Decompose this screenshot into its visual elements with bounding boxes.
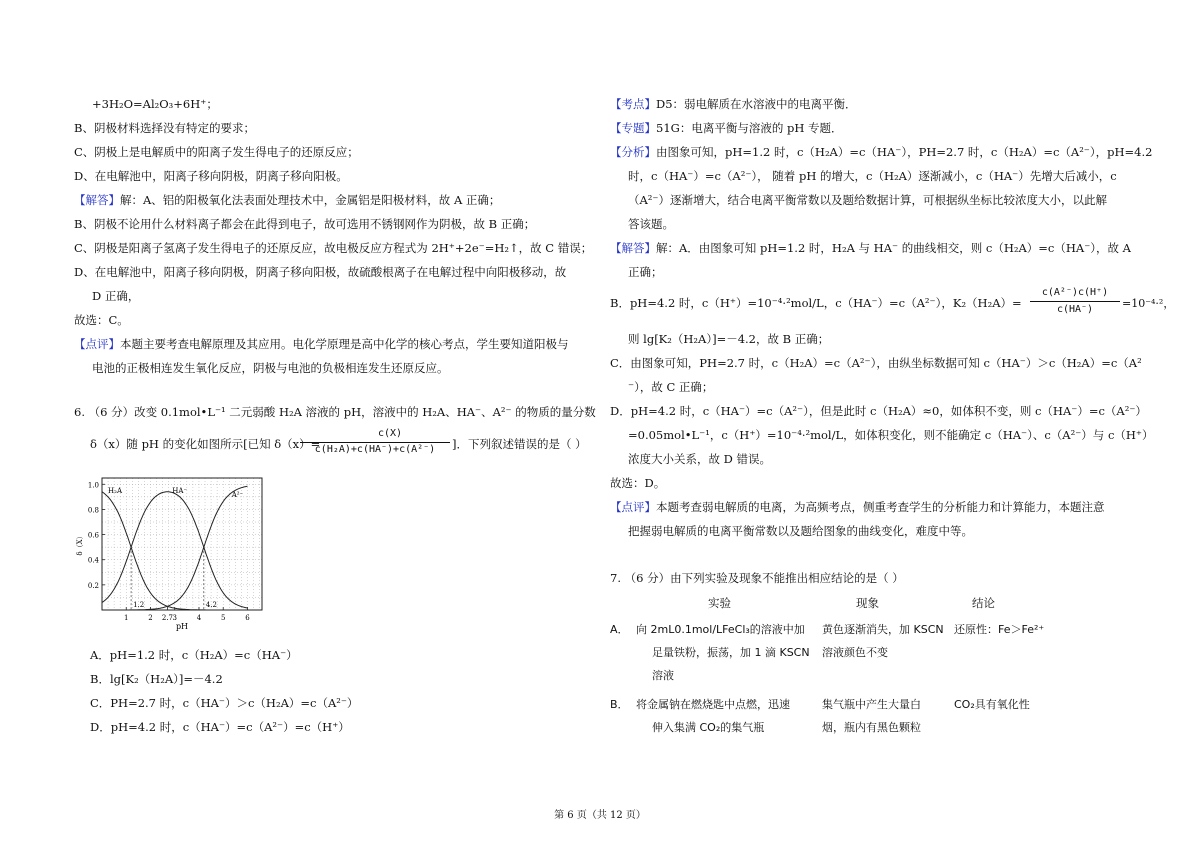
table-header-experiment: 实验: [708, 596, 731, 610]
row-a-phe-1: 黄色逐渐消失，加 KSCN: [822, 623, 944, 636]
row-b-exp-2: 伸入集满 CO₂的集气瓶: [652, 721, 765, 734]
answer-d-line: D、在电解池中，阳离子移向阴极，阴离子移向阳极，故硫酸根离子在电解过程中向阳极移动，故: [74, 265, 567, 279]
question-6-stem: 6. （6 分）改变 0.1mol•L⁻¹ 二元弱酸 H₂A 溶液的 pH，溶液中的 H₂A、HA⁻、A²⁻ 的物质的量分数: [74, 405, 596, 419]
option-d-line: D、在电解池中，阳离子移向阴极，阴离子移向阳极。: [74, 169, 348, 183]
fraction-denominator: c(H₂A)+c(HA⁻)+c(A²⁻): [314, 444, 436, 455]
question-6-def-suffix: ]．下列叙述错误的是（ ）: [452, 437, 587, 451]
question-7-stem: 7. （6 分）由下列实验及现象不能推出相应结论的是（ ）: [610, 571, 904, 585]
x-tick-label: 6: [245, 614, 250, 622]
fraction-bar: [300, 442, 450, 443]
fenxi-tag: 【分析】: [610, 145, 656, 159]
kaodian-line: [610, 97, 857, 112]
x-tick-label: 4: [196, 614, 202, 622]
jieda-tag-right: 【解答】: [610, 241, 656, 255]
row-a-conclusion: 还原性：Fe＞Fe²⁺: [954, 623, 1045, 636]
x-tick-label: 3: [172, 614, 177, 622]
fenxi-line: [610, 145, 1152, 160]
answer-c-cont: ⁻），故 C 正确；: [628, 380, 714, 394]
row-b-phe-2: 烟，瓶内有黑色颗粒: [822, 721, 921, 734]
answer-b-right: B．pH=4.2 时，c（H⁺）=10⁻⁴·²mol/L，c（HA⁻）=c（A²⁻），K₂（H₂A）=: [610, 296, 1022, 310]
option-b: B．lg[K₂（H₂A）]=－4.2: [90, 672, 223, 686]
answer-d-cont-2: 浓度大小关系，故 D 错误。: [628, 452, 772, 466]
dianping-tag-right: 【点评】: [610, 500, 656, 514]
row-a-exp-2: 足量铁粉，振荡，加 1 滴 KSCN: [652, 646, 810, 659]
jieda-line: [610, 241, 1131, 256]
annotation-1-2: 1.2: [133, 601, 145, 609]
zhuanti-line: [610, 121, 843, 136]
k2-result: =10⁻⁴·²，: [1122, 297, 1175, 310]
choice-right: 故选：D。: [610, 476, 666, 490]
option-b-line: B、阴极材料选择没有特定的要求；: [74, 121, 255, 135]
answer-c-line: C、阴极是阳离子氢离子发生得电子的还原反应，故电极反应方程式为 2H⁺+2e⁻=H₂↑，故 C 错误；: [74, 241, 593, 255]
text-line: +3H₂O=Al₂O₃+6H⁺；: [92, 97, 218, 111]
x-axis-label: pH: [175, 622, 189, 631]
answer-d-right: D．pH=4.2 时，c（HA⁻）=c（A²⁻），但是此时 c（H₂A）≈0，如体积不变，则 c（HA⁻）=c（A²⁻）: [610, 404, 1147, 418]
comment-cont: 电池的正极相连发生氧化反应，阴极与电池的负极相连发生还原反应。: [92, 361, 449, 375]
fenxi-cont-1: 时，c（HA⁻）=c（A²⁻）， 随着 pH 的增大，c（H₂A）逐渐减小，c（HA⁻）先增大后减小，c: [628, 169, 1117, 183]
dianping-tag: 【点评】: [74, 337, 120, 351]
series-label-h2a: H₂A: [108, 487, 123, 496]
comment-right: [610, 500, 1105, 515]
series-label-a2: A²⁻: [231, 490, 244, 499]
comment-right-text: 本题考查弱电解质的电离，为高频考点，侧重考查学生的分析能力和计算能力，本题注意: [656, 500, 1105, 514]
option-c-line: C、阴极上是电解质中的阳离子发生得电子的还原反应；: [74, 145, 359, 159]
answer-text: 解：A、铝的阳极氧化法表面处理技术中，金属铝是阳极材料，故 A 正确；: [120, 193, 501, 207]
k2-fraction-bar: [1030, 301, 1120, 302]
answer-d-cont: D 正确，: [92, 289, 140, 303]
zhuanti-text: 51G：电离平衡与溶液的 pH 专题．: [656, 121, 843, 135]
y-tick-label: 0.8: [87, 506, 99, 515]
comment-text: 本题主要考查电解原理及其应用。电化学原理是高中化学的核心考点，学生要知道阳极与: [120, 337, 569, 351]
comment-line: [74, 337, 569, 352]
delta-ph-chart: [74, 470, 274, 650]
question-6-def-prefix: δ（x）随 pH 的变化如图所示[已知 δ（x）=: [90, 437, 321, 451]
series-label-ha: HA⁻: [172, 487, 188, 496]
row-a-exp-1: 向 2mL0.1mol/LFeCl₃的溶液中加: [636, 623, 805, 636]
answer-b-cont: 则 lg[K₂（H₂A）]=－4.2，故 B 正确；: [628, 332, 830, 346]
a2-curve: [102, 486, 248, 610]
row-b-phe-1: 集气瓶中产生大量白: [822, 698, 921, 711]
answer-d-cont-1: =0.05mol•L⁻¹，c（H⁺）=10⁻⁴·²mol/L，如体积变化，则不能确定 c（HA⁻）、c（A²⁻）与 c（H⁺）: [628, 428, 1154, 442]
comment-right-cont: 把握弱电解质的电离平衡常数以及题给图象的曲线变化，难度中等。: [628, 524, 973, 538]
x-tick-label: 5: [220, 614, 226, 622]
kaodian-tag: 【考点】: [610, 97, 656, 111]
row-b-label: B．: [610, 698, 629, 711]
row-a-phe-2: 溶液颜色不变: [822, 646, 888, 659]
y-tick-label: 1.0: [87, 481, 99, 490]
jieda-cont: 正确；: [628, 265, 663, 279]
choice-line: 故选：C。: [74, 313, 129, 327]
k2-denominator: c(HA⁻): [1056, 304, 1094, 315]
option-a: A．pH=1.2 时，c（H₂A）=c（HA⁻）: [90, 648, 298, 662]
kaodian-text: D5：弱电解质在水溶液中的电离平衡．: [656, 97, 857, 111]
fenxi-cont-3: 答该题。: [628, 217, 674, 231]
table-header-phenomenon: 现象: [856, 596, 879, 610]
x-tick-label: 1: [124, 614, 129, 622]
annotation-4-2: 4.2: [205, 601, 217, 609]
answer-line: [74, 193, 500, 208]
fenxi-text: 由图象可知，pH=1.2 时，c（H₂A）=c（HA⁻），PH=2.7 时，c（H₂A）=c（A²⁻），pH=4.2: [656, 145, 1153, 159]
option-c: C．PH=2.7 时，c（HA⁻）＞c（H₂A）=c（A²⁻）: [90, 696, 359, 710]
option-d: D．pH=4.2 时，c（HA⁻）=c（A²⁻）=c（H⁺）: [90, 720, 350, 734]
fenxi-cont-2: （A²⁻）逐渐增大，结合电离平衡常数以及题给数据计算，可根据纵坐标比较浓度大小，以此解: [628, 193, 1107, 207]
table-header-conclusion: 结论: [972, 596, 995, 610]
row-b-exp-1: 将金属钠在燃烧匙中点燃，迅速: [636, 698, 790, 711]
zhuanti-tag: 【专题】: [610, 121, 656, 135]
row-b-conclusion: CO₂具有氧化性: [954, 698, 1030, 711]
jieda-tag: 【解答】: [74, 193, 120, 207]
row-a-exp-3: 溶液: [652, 669, 674, 682]
y-tick-label: 0.4: [87, 556, 99, 565]
fraction-numerator: c(X): [377, 428, 403, 439]
x-tick-label: 2: [148, 614, 153, 622]
answer-c-right: C．由图象可知，PH=2.7 时，c（H₂A）=c（A²⁻），由纵坐标数据可知 c（HA⁻）＞c（H₂A）=c（A²: [610, 356, 1142, 370]
row-a-label: A．: [610, 623, 629, 636]
page-footer: 第 6 页（共 12 页）: [554, 810, 646, 821]
jieda-text: 解：A．由图象可知 pH=1.2 时，H₂A 与 HA⁻ 的曲线相交，则 c（H₂A）=c（HA⁻），故 A: [656, 241, 1131, 255]
answer-b-line: B、阴极不论用什么材料离子都会在此得到电子，故可选用不锈钢网作为阴极，故 B 正确；: [74, 217, 536, 231]
k2-numerator: c(A²⁻)c(H⁺): [1041, 287, 1109, 298]
y-axis-label: δ（X）: [76, 532, 84, 556]
x-tick-label: 2.7: [161, 614, 174, 622]
y-tick-label: 0.2: [87, 581, 99, 590]
y-tick-label: 0.6: [87, 531, 99, 540]
